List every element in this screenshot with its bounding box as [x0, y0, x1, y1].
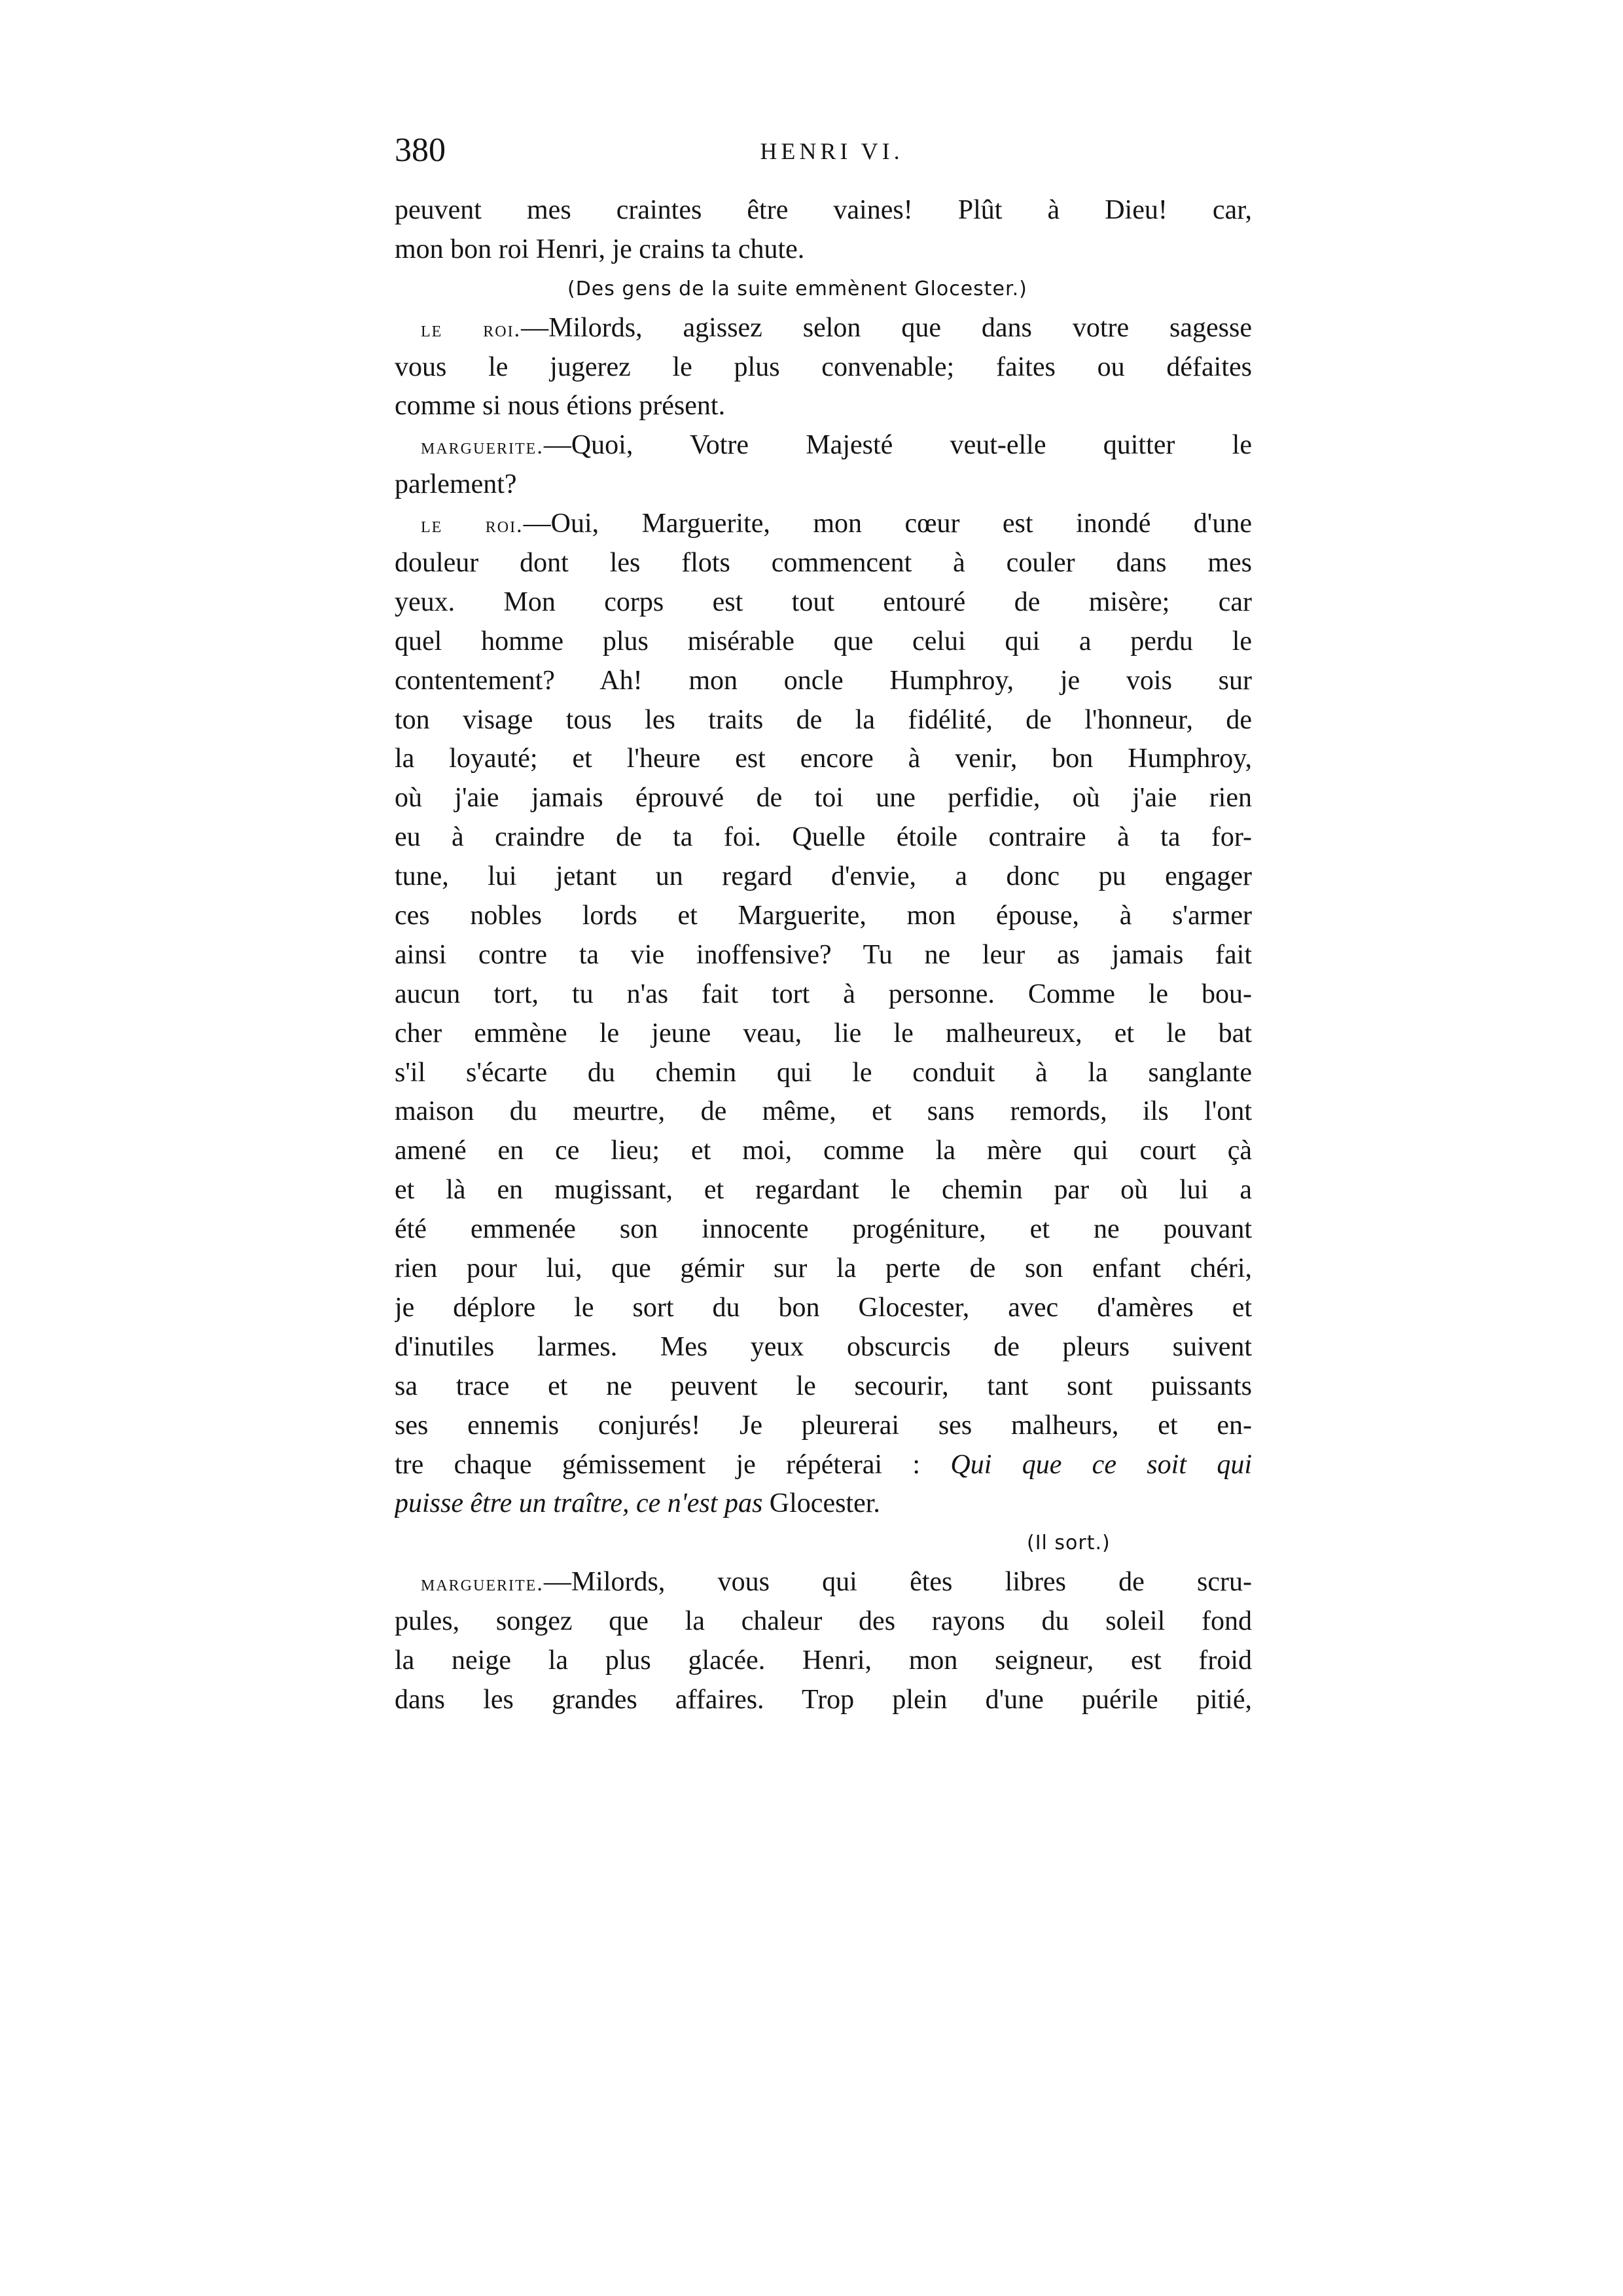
italic-text: puisse être un traître, ce n'est pas — [395, 1488, 763, 1519]
text-line — [395, 544, 1252, 583]
text-line — [395, 465, 1252, 505]
text-line — [395, 857, 1252, 897]
text-line — [395, 662, 1252, 701]
text-segment: peuvent mes craintes être vaines! Plût à Dieu! car, — [395, 195, 1252, 225]
text-segment: aucun tort, tu n'as fait tort à personne. Comme le bou- — [395, 978, 1252, 1009]
text-segment: —Milords, agissez selon que dans votre sagesse — [521, 312, 1252, 343]
text-segment: dans les grandes affaires. Trop plein d'une puérile pitié, — [395, 1684, 1252, 1715]
text-segment: été emmenée son innocente progéniture, et ne pouvant — [395, 1214, 1252, 1245]
text-segment: contentement? Ah! mon oncle Humphroy, je vois sur — [395, 665, 1252, 696]
text-line — [395, 309, 1252, 348]
stage-direction — [395, 270, 1252, 309]
text-line — [395, 1484, 1252, 1524]
text-segment: tune, lui jetant un regard d'envie, a donc pu engager — [395, 861, 1252, 892]
text-segment: rien pour lui, que gémir sur la perte de son enfant chéri, — [395, 1253, 1252, 1284]
text-segment: —Oui, Marguerite, mon cœur est inondé d'une — [523, 509, 1252, 539]
text-line — [395, 426, 1252, 465]
speaker-name: marguerite. — [421, 1571, 544, 1596]
text-segment: d'inutiles larmes. Mes yeux obscurcis de pleurs suivent — [395, 1331, 1252, 1362]
text-segment: (Des gens de la suite emmènent Glocester.) — [567, 277, 1027, 300]
text-line — [395, 779, 1252, 818]
text-line — [395, 740, 1252, 779]
speaker-name: le roi. — [421, 513, 524, 538]
text-line — [395, 1249, 1252, 1289]
text-line — [395, 348, 1252, 387]
text-line — [395, 975, 1252, 1014]
text-line — [395, 897, 1252, 936]
body-text — [395, 191, 1252, 1720]
stage-direction — [395, 1524, 1252, 1563]
text-line — [395, 1407, 1252, 1446]
text-segment: où j'aie jamais éprouvé de toi une perfidie, où j'aie rien — [395, 783, 1252, 814]
text-segment: parlement? — [395, 469, 517, 500]
text-line — [395, 505, 1252, 544]
text-line — [395, 1367, 1252, 1407]
text-line — [395, 1289, 1252, 1328]
text-segment: Glocester. — [762, 1488, 880, 1519]
text-segment: ainsi contre ta vie inoffensive? Tu ne leur as jamais fait — [395, 939, 1252, 970]
text-segment: s'il s'écarte du chemin qui le conduit à la sanglante — [395, 1057, 1252, 1088]
text-segment: je déplore le sort du bon Glocester, avec d'amères et — [395, 1292, 1252, 1323]
text-line — [395, 1602, 1252, 1641]
text-line — [395, 1054, 1252, 1093]
text-segment: ton visage tous les traits de la fidélité, de l'honneur, de — [395, 704, 1252, 735]
text-line — [395, 936, 1252, 975]
text-segment: comme si nous étions présent. — [395, 391, 726, 422]
text-line — [395, 1132, 1252, 1171]
text-segment: ces nobles lords et Marguerite, mon épouse, à s'armer — [395, 901, 1252, 931]
text-line — [395, 583, 1252, 622]
text-segment: sa trace et ne peuvent le secourir, tant sont puissants — [395, 1371, 1252, 1401]
text-line — [395, 1641, 1252, 1681]
text-line — [395, 387, 1252, 426]
text-line — [395, 1446, 1252, 1485]
text-segment: quel homme plus misérable que celui qui a perdu le — [395, 626, 1252, 656]
text-segment: vous le jugerez le plus convenable; faites ou défaites — [395, 351, 1252, 382]
text-line — [395, 230, 1252, 270]
text-line — [395, 818, 1252, 857]
text-segment: maison du meurtre, de même, et sans remords, ils l'ont — [395, 1096, 1252, 1127]
text-segment: yeux. Mon corps est tout entouré de misère; car — [395, 586, 1252, 617]
text-line — [395, 1563, 1252, 1602]
text-segment: (Il sort.) — [1027, 1532, 1111, 1555]
text-segment: ses ennemis conjurés! Je pleurerai ses malheurs, et en- — [395, 1410, 1252, 1441]
text-segment: cher emmène le jeune veau, lie le malheureux, et le bat — [395, 1018, 1252, 1049]
running-title: HENRI VI. — [760, 138, 904, 164]
text-line — [395, 1328, 1252, 1367]
speaker-name: le roi. — [421, 317, 522, 342]
page-header — [395, 131, 1252, 170]
page-number: 380 — [395, 132, 446, 169]
text-line — [395, 1210, 1252, 1249]
text-line — [395, 622, 1252, 662]
text-segment: eu à craindre de ta foi. Quelle étoile contraire à ta for- — [395, 822, 1252, 853]
italic-text: Qui que ce soit qui — [950, 1449, 1252, 1480]
text-segment: et là en mugissant, et regardant le chemin par où lui a — [395, 1175, 1252, 1206]
text-segment: —Quoi, Votre Majesté veut-elle quitter le — [543, 430, 1252, 461]
text-segment: amené en ce lieu; et moi, comme la mère qui court çà — [395, 1136, 1252, 1166]
text-segment: tre chaque gémissement je répéterai : — [395, 1449, 951, 1480]
text-segment: douleur dont les flots commencent à couler dans mes — [395, 548, 1252, 579]
text-segment: la loyauté; et l'heure est encore à venir, bon Humphroy, — [395, 744, 1252, 774]
text-line — [395, 191, 1252, 230]
text-line — [395, 1171, 1252, 1210]
speaker-name: marguerite. — [421, 435, 544, 459]
text-segment: la neige la plus glacée. Henri, mon seigneur, est froid — [395, 1645, 1252, 1676]
text-line — [395, 1092, 1252, 1132]
text-line — [395, 1681, 1252, 1720]
text-segment: —Milords, vous qui êtes libres de scru- — [543, 1567, 1252, 1598]
text-line — [395, 1014, 1252, 1054]
text-segment: pules, songez que la chaleur des rayons du soleil fond — [395, 1606, 1252, 1637]
text-segment: mon bon roi Henri, je crains ta chute. — [395, 234, 805, 264]
text-line — [395, 701, 1252, 740]
